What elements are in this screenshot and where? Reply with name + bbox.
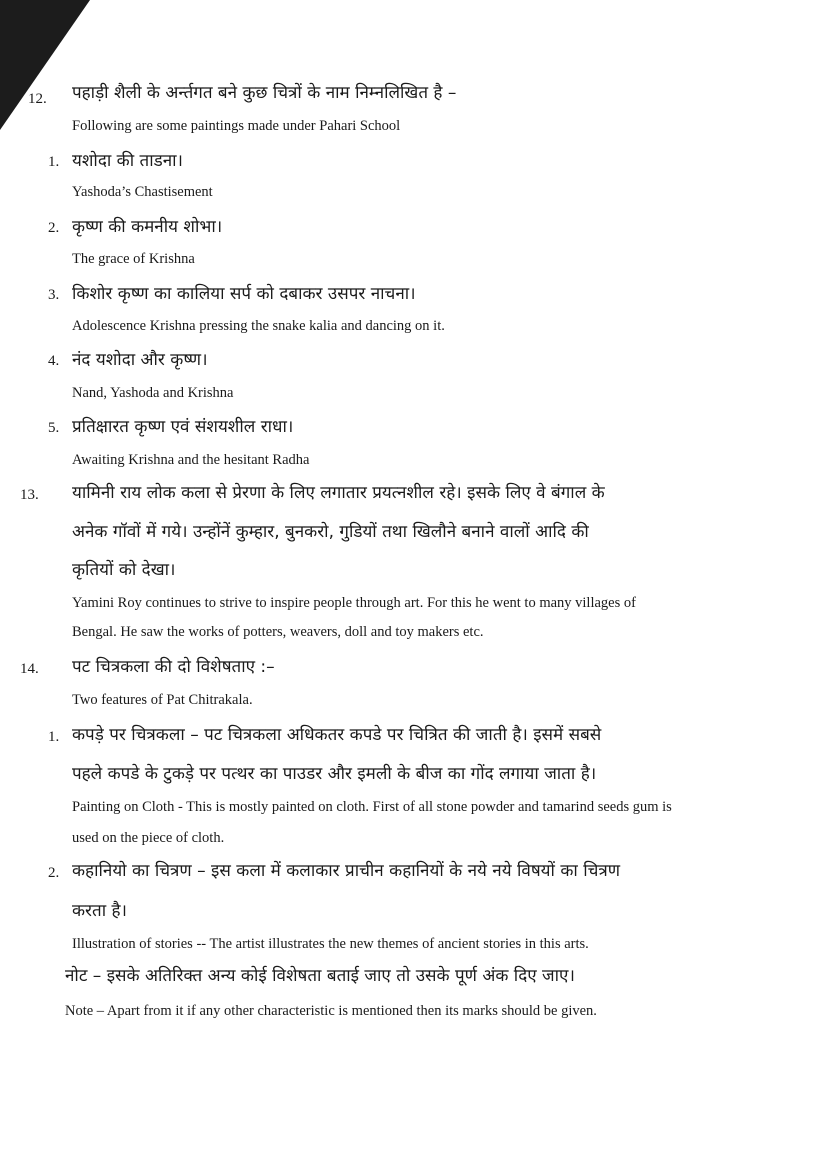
- q12-number: 12.: [28, 91, 47, 107]
- q13-number: 13.: [20, 487, 39, 503]
- q12-item-2-english: The grace of Krishna: [72, 251, 195, 267]
- q14-note-english: Note – Apart from it if any other characteristic is mentioned then its marks should be given.: [65, 1003, 597, 1019]
- q12-item-5-number: 5.: [48, 420, 60, 436]
- q12-item-1-hindi: यशोदा की ताडना।: [72, 151, 183, 171]
- q12-item-5-english: Awaiting Krishna and the hesitant Radha: [72, 452, 310, 468]
- q14-item-2-hindi-line-2: करता है।: [72, 901, 127, 921]
- q12-item-1-number: 1.: [48, 154, 60, 170]
- q14-item-1-hindi-line-1: कपड़े पर चित्रकला – पट चित्रकला अधिकतर कपडे पर चित्रित की जाती है। इसमें सबसे: [72, 725, 602, 745]
- q12-item-3-english: Adolescence Krishna pressing the snake kalia and dancing on it.: [72, 318, 445, 334]
- q12-item-2-number: 2.: [48, 220, 60, 236]
- q14-item-2-hindi-line-1: कहानियो का चित्रण – इस कला में कलाकार प्राचीन कहानियों के नये नये विषयों का चित्रण: [72, 861, 621, 881]
- q12-item-5-hindi: प्रतिक्षारत कृष्ण एवं संशयशील राधा।: [72, 417, 294, 437]
- q12-item-4-hindi: नंद यशोदा और कृष्ण।: [72, 350, 208, 370]
- q13-english-line-1: Yamini Roy continues to strive to inspire people through art. For this he went to many villages of: [72, 595, 636, 611]
- q14-item-2-english-line-1: Illustration of stories -- The artist illustrates the new themes of ancient stories in this arts.: [72, 936, 589, 952]
- q13-hindi-line-2: अनेक गॉवों में गये। उन्होंनें कुम्हार, बुनकरो, गुडियों तथा खिलौने बनाने वालों आदि की: [72, 522, 589, 542]
- q14-heading-english: Two features of Pat Chitrakala.: [72, 692, 253, 708]
- q12-item-4-english: Nand, Yashoda and Krishna: [72, 385, 234, 401]
- q12-item-3-number: 3.: [48, 287, 60, 303]
- q14-number: 14.: [20, 661, 39, 677]
- q12-item-4-number: 4.: [48, 353, 60, 369]
- q13-english-line-2: Bengal. He saw the works of potters, weavers, doll and toy makers etc.: [72, 624, 484, 640]
- q14-heading-hindi: पट चित्रकला की दो विशेषताए :–: [72, 657, 275, 677]
- q12-heading-english: Following are some paintings made under Pahari School: [72, 118, 401, 134]
- q12-heading-hindi: पहाड़ी शैली के अर्न्तगत बने कुछ चित्रों के नाम निम्नलिखित है –: [72, 83, 457, 103]
- q12-item-3-hindi: किशोर कृष्ण का कालिया सर्प को दबाकर उसपर नाचना।: [72, 284, 416, 304]
- q12-item-2-hindi: कृष्ण की कमनीय शोभा।: [72, 217, 223, 237]
- q13-hindi-line-3: कृतियों को देखा।: [72, 560, 176, 580]
- q14-note-hindi: नोट – इसके अतिरिक्त अन्य कोई विशेषता बताई जाए तो उसके पूर्ण अंक दिए जाए।: [65, 966, 575, 986]
- q12-item-1-english: Yashoda’s Chastisement: [72, 184, 213, 200]
- q14-item-1-hindi-line-2: पहले कपडे के टुकड़े पर पत्थर का पाउडर और इमली के बीज का गोंद लगाया जाता है।: [72, 764, 597, 784]
- q14-item-1-number: 1.: [48, 729, 60, 745]
- q14-item-2-number: 2.: [48, 865, 60, 881]
- q13-hindi-line-1: यामिनी राय लोक कला से प्रेरणा के लिए लगातार प्रयत्नशील रहे। इसके लिए वे बंगाल के: [72, 483, 605, 503]
- q14-item-1-english-line-2: used on the piece of cloth.: [72, 830, 225, 846]
- scan-corner-shadow: [0, 0, 90, 130]
- q14-item-1-english-line-1: Painting on Cloth - This is mostly painted on cloth. First of all stone powder and tamarind seeds gum is: [72, 799, 672, 815]
